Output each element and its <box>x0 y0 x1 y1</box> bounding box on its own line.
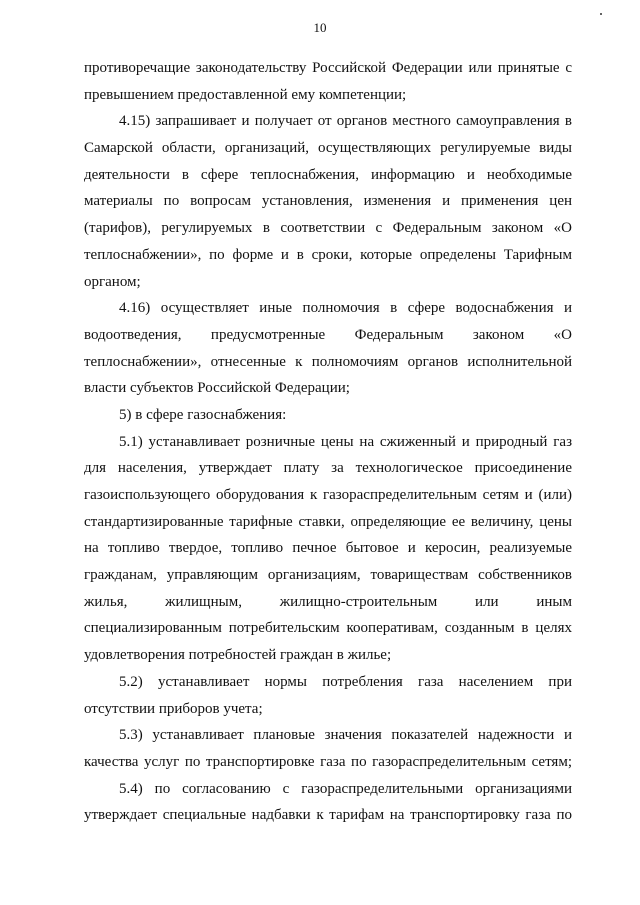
text-line: газоиспользующего оборудования к газораспределительным сетям и (или) <box>84 487 572 503</box>
text-line: противоречащие законодательству Российской Федерации или принятые с <box>84 60 572 76</box>
text-line: 5.3) устанавливает плановые значения показателей надежности и <box>119 727 572 744</box>
page-number: 10 <box>313 20 327 35</box>
text-line: на топливо твердое, топливо печное бытовое и керосин, реализуемые <box>84 540 572 557</box>
document-body <box>84 55 572 829</box>
text-line: 5) в сфере газоснабжения: <box>119 406 287 423</box>
text-line: 5.2) устанавливает нормы потребления газа населением при <box>119 673 572 690</box>
text-line: 5.1) устанавливает розничные цены на сжиженный и природный газ <box>119 433 572 450</box>
text-line: утверждает специальные надбавки к тарифам на транспортировку газа по <box>84 807 572 824</box>
text-line: (тарифов), регулируемых в соответствии с Федеральным законом «О <box>84 220 572 237</box>
text-line: превышением предоставленной ему компетенции; <box>84 86 407 103</box>
text-line: деятельности в сфере теплоснабжения, информацию и необходимые <box>84 166 572 183</box>
text-line: для населения, утверждает плату за технологическое присоединение <box>84 460 572 477</box>
text-line: гражданам, управляющим организациям, товариществам собственников <box>84 567 572 584</box>
text-line: власти субъектов Российской Федерации; <box>84 380 350 397</box>
text-line: жилья, жилищным, жилищно-строительным или иным <box>84 593 572 610</box>
text-line: водоотведения, предусмотренные Федеральным законом «О <box>84 326 572 343</box>
scan-speck <box>600 13 602 15</box>
text-line: специализированным потребительским кооперативам, созданным в целях <box>84 620 572 637</box>
text-line: органом; <box>84 273 141 290</box>
text-line: материалы по вопросам установления, изменения и применения цен <box>84 193 572 210</box>
text-line: качества услуг по транспортировке газа по газораспределительным сетям; <box>84 753 572 770</box>
text-line: теплоснабжении», по форме и в сроки, которые определены Тарифным <box>84 246 572 263</box>
text-line: удовлетворения потребностей граждан в жилье; <box>84 647 392 664</box>
text-line: теплоснабжении», отнесенные к полномочиям органов исполнительной <box>84 353 572 370</box>
text-line: 5.4) по согласованию с газораспределительными организациями <box>119 780 572 797</box>
text-line: 4.16) осуществляет иные полномочия в сфере водоснабжения и <box>119 300 572 317</box>
text-line: 4.15) запрашивает и получает от органов местного самоуправления в <box>119 113 572 130</box>
text-line: Самарской области, организаций, осуществляющих регулируемые виды <box>84 140 572 157</box>
text-line: стандартизированные тарифные ставки, определяющие ее величину, цены <box>84 513 572 530</box>
text-line: отсутствии приборов учета; <box>84 700 263 717</box>
